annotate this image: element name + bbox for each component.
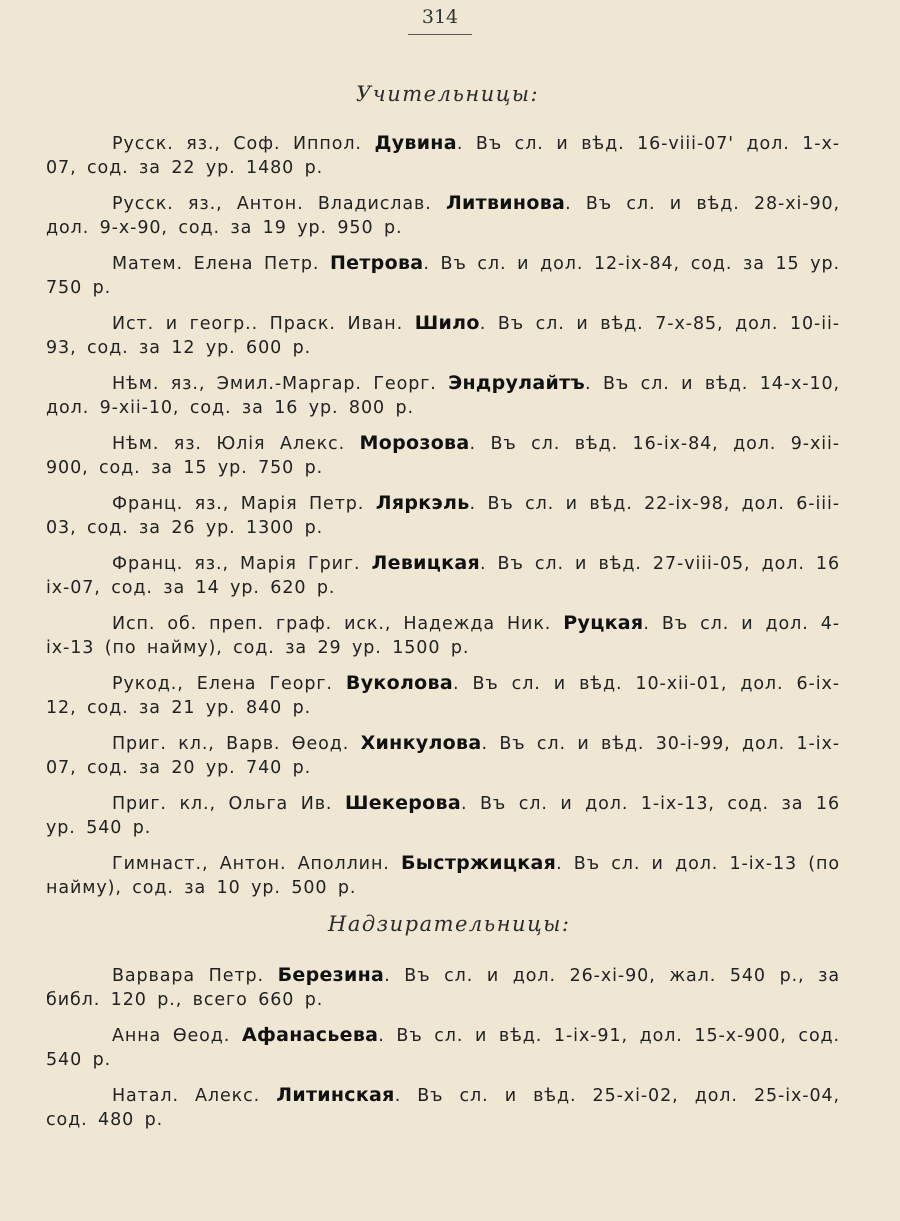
entry-service-details: . Въ сл. вѣд. 16-ix-84, дол. 9-xii-900, сод. за 15 ур. 750 р.	[46, 434, 841, 478]
entry-surname: Левицкая	[371, 552, 480, 574]
list-item	[46, 963, 840, 1012]
entry-surname: Дувина	[374, 132, 457, 154]
entry-service-details: . Въ сл. и дол. 1-ix-13 (по найму), сод. за 10 ур. 500 р.	[46, 854, 840, 898]
entry-surname: Руцкая	[563, 612, 644, 634]
entry-service-details: . Въ сл. и вѣд. 30-i-99, дол. 1-ix-07, сод. за 20 ур. 740 р.	[46, 734, 840, 778]
entry-subject-and-given-name: Франц. яз., Марія Григ.	[112, 554, 372, 574]
entry-subject-and-given-name: Нѣм. яз., Эмил.-Маргар. Георг.	[112, 374, 449, 394]
entry-subject-and-given-name: Ист. и геогр.. Праск. Иван.	[112, 314, 415, 334]
entry-surname: Афанасьева	[241, 1024, 379, 1046]
entry-surname: Хинкулова	[360, 732, 482, 754]
list-item	[46, 131, 840, 180]
supervisors-list	[46, 963, 840, 1143]
entry-service-details: . Въ сл. и вѣд. 14-x-10, дол. 9-xii-10, сод. за 16 ур. 800 р.	[46, 374, 840, 418]
list-item	[46, 431, 840, 480]
list-item	[46, 311, 840, 360]
entry-surname: Березина	[277, 964, 385, 986]
entry-subject-and-given-name: Приг. кл., Ольга Ив.	[112, 794, 345, 814]
list-item	[46, 551, 840, 600]
list-item	[46, 491, 840, 540]
list-item	[46, 371, 840, 420]
list-item	[46, 611, 840, 660]
entry-service-details: . Въ сл. и вѣд. 1-ix-91, дол. 15-x-900, сод. 540 р.	[46, 1026, 841, 1070]
entry-subject-and-given-name: Анна Өеод.	[112, 1026, 242, 1046]
entry-subject-and-given-name: Франц. яз., Марія Петр.	[112, 494, 376, 514]
page-number-rule	[408, 34, 472, 35]
entry-surname: Быстржицкая	[401, 852, 557, 874]
list-item	[46, 671, 840, 720]
entry-surname: Шило	[414, 312, 480, 334]
entry-surname: Литинская	[276, 1084, 395, 1106]
entry-subject-and-given-name: Русск. яз., Антон. Владислав.	[112, 194, 446, 214]
entry-surname: Петрова	[329, 252, 424, 274]
list-item	[46, 851, 840, 900]
entry-service-details: . Въ сл. и дол. 26-xi-90, жал. 540 р., за библ. 120 р., всего 660 р.	[46, 966, 840, 1010]
section-heading-teachers: Учительницы:	[356, 82, 540, 106]
list-item	[46, 191, 840, 240]
entry-subject-and-given-name: Приг. кл., Варв. Өеод.	[112, 734, 361, 754]
entry-service-details: . Въ сл. и вѣд. 16-viii-07' дол. 1-x-07, сод. за 22 ур. 1480 р.	[46, 134, 840, 178]
page-number: 314	[421, 6, 459, 28]
list-item	[46, 1083, 840, 1132]
entry-subject-and-given-name: Гимнаст., Антон. Аполлин.	[112, 854, 402, 874]
teachers-list	[46, 131, 840, 911]
entry-subject-and-given-name: Матем. Елена Петр.	[112, 254, 330, 274]
entry-service-details: . Въ сл. и вѣд. 7-x-85, дол. 10-ii-93, сод. за 12 ур. 600 р.	[46, 314, 840, 358]
entry-service-details: . Въ сл. и вѣд. 22-ix-98, дол. 6-iii-03, сод. за 26 ур. 1300 р.	[46, 494, 841, 538]
list-item	[46, 251, 840, 300]
entry-subject-and-given-name: Русск. яз., Соф. Иппол.	[112, 134, 375, 154]
entry-subject-and-given-name: Натал. Алекс.	[112, 1086, 277, 1106]
entry-subject-and-given-name: Нѣм. яз. Юлія Алекс.	[112, 434, 360, 454]
entry-subject-and-given-name: Рукод., Елена Георг.	[112, 674, 346, 694]
entry-surname: Шекерова	[344, 792, 461, 814]
entry-subject-and-given-name: Исп. об. преп. граф. иск., Надежда Ник.	[112, 614, 564, 634]
entry-surname: Литвинова	[445, 192, 566, 214]
entry-service-details: . Въ сл. и вѣд. 25-xi-02, дол. 25-ix-04, сод. 480 р.	[46, 1086, 841, 1130]
list-item	[46, 791, 840, 840]
entry-service-details: . Въ сл. и вѣд. 10-xii-01, дол. 6-ix-12, сод. за 21 ур. 840 р.	[46, 674, 840, 718]
entry-service-details: . Въ сл. и вѣд. 27-viii-05, дол. 16 ix-07, сод. за 14 ур. 620 р.	[46, 554, 840, 598]
list-item	[46, 731, 840, 780]
entry-surname: Ляркэль	[375, 492, 470, 514]
entry-subject-and-given-name: Варвара Петр.	[112, 966, 278, 986]
entry-service-details: . Въ сл. и дол. 12-ix-84, сод. за 15 ур. 750 р.	[46, 254, 840, 298]
entry-surname: Морозова	[359, 432, 470, 454]
entry-surname: Эндрулайтъ	[448, 372, 585, 394]
entry-service-details: . Въ сл. и дол. 4-ix-13 (по найму), сод. за 29 ур. 1500 р.	[46, 614, 840, 658]
entry-surname: Вуколова	[345, 672, 453, 694]
entry-service-details: . Въ сл. и вѣд. 28-xi-90, дол. 9-x-90, сод. за 19 ур. 950 р.	[46, 194, 841, 238]
list-item	[46, 1023, 840, 1072]
entry-service-details: . Въ сл. и дол. 1-ix-13, сод. за 16 ур. 540 р.	[46, 794, 840, 838]
section-heading-supervisors: Надзирательницы:	[328, 912, 571, 936]
